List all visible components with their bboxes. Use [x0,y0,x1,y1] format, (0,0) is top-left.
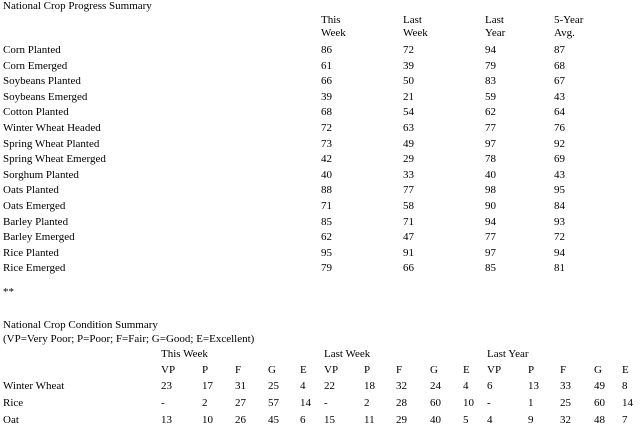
condition-value: 28 [396,397,407,409]
progress-value: 59 [485,90,496,103]
condition-value: 45 [268,414,279,426]
progress-value: 42 [321,153,332,166]
progress-value: 58 [403,200,414,212]
progress-value: 94 [485,44,496,56]
progress-value: 85 [321,215,332,228]
condition-value: - [161,397,165,409]
group-last-week: Last Week [324,348,371,360]
progress-value: 83 [485,75,496,88]
progress-value: 79 [485,59,496,72]
table-row [0,60,640,76]
progress-value: 94 [554,246,565,259]
progress-value: 67 [554,75,565,88]
condition-subheader: G [268,364,276,376]
condition-subheader: P [202,364,209,376]
progress-value: 94 [485,215,496,228]
progress-value: 90 [485,200,496,212]
condition-value: - [324,397,328,409]
condition-value: 5 [463,414,469,426]
condition-subheader: VP [324,364,339,376]
crop-name: Oats Planted [3,184,59,197]
progress-value: 39 [403,59,414,72]
condition-value: 4 [300,380,306,392]
crop-name: Spring Wheat Planted [3,137,100,150]
condition-value: 29 [396,414,407,426]
progress-value: 62 [485,106,496,119]
table-row [0,231,640,247]
progress-value: 49 [403,137,414,150]
condition-subheaders [0,364,640,378]
condition-value: 48 [594,414,605,426]
table-row [0,122,640,138]
progress-value: 77 [485,231,496,244]
condition-value: 60 [594,397,605,409]
progress-value: 91 [403,246,414,259]
condition-legend: (VP=Very Poor; P=Poor; F=Fair; G=Good; E=Excellent) [3,333,255,345]
condition-value: 27 [235,397,246,409]
table-row [0,247,640,263]
progress-value: 71 [403,215,414,228]
condition-value: 26 [235,414,246,426]
header-last-year: Last Year [485,14,506,39]
progress-value: 39 [321,90,332,103]
condition-value: 11 [364,414,375,426]
condition-value: 13 [528,380,539,392]
progress-value: 87 [554,44,565,56]
progress-value: 84 [554,200,565,212]
condition-subheader: F [396,364,403,376]
table-row [0,216,640,232]
progress-value: 72 [403,44,414,56]
progress-value: 73 [321,137,332,150]
progress-value: 29 [403,153,414,166]
progress-value: 81 [554,262,565,275]
table-row [0,397,640,413]
progress-value: 40 [485,168,496,181]
header-last-week: Last Week [403,14,428,39]
condition-subheader: VP [161,364,176,376]
crop-name: Barley Emerged [3,231,75,244]
header-5-year-avg: 5-Year Avg. [554,14,584,39]
condition-subheader: F [235,364,242,376]
progress-value: 21 [403,90,414,103]
progress-value: 69 [554,153,565,166]
crop-name: Cotton Planted [3,106,69,119]
condition-value: 13 [161,414,172,426]
condition-subheader: E [622,364,629,376]
crop-name: Corn Emerged [3,59,68,72]
progress-title: National Crop Progress Summary [3,0,152,12]
progress-value: 68 [554,59,565,72]
crop-name: Rice [3,397,24,409]
crop-name: Rice Emerged [3,262,66,275]
crop-name: Soybeans Planted [3,75,81,88]
progress-value: 88 [321,184,332,197]
table-row [0,262,640,278]
separator: ** [3,286,14,298]
progress-value: 66 [403,262,414,275]
table-row [0,169,640,185]
condition-value: 10 [463,397,474,409]
crop-name: Rice Planted [3,246,59,259]
progress-value: 85 [485,262,496,275]
progress-value: 54 [403,106,414,119]
condition-value: 25 [560,397,571,409]
condition-value: 32 [560,414,571,426]
table-row [0,200,640,216]
progress-value: 43 [554,90,565,103]
progress-value: 95 [554,184,565,197]
condition-value: - [487,397,491,409]
condition-subheader: P [528,364,535,376]
condition-value: 31 [235,380,246,392]
crop-name: Oat [3,414,19,426]
condition-value: 60 [430,397,441,409]
crop-name: Corn Planted [3,44,61,56]
condition-value: 25 [268,380,279,392]
progress-value: 62 [321,231,332,244]
condition-value: 14 [622,397,633,409]
progress-value: 76 [554,122,565,134]
table-row [0,153,640,169]
condition-value: 49 [594,380,605,392]
crop-name: Oats Emerged [3,200,66,212]
crop-name: Winter Wheat Headed [3,122,101,134]
condition-subheader: G [594,364,602,376]
table-row [0,106,640,122]
crop-name: Winter Wheat [3,380,65,392]
progress-value: 97 [485,137,496,150]
progress-value: 78 [485,153,496,166]
progress-value: 47 [403,231,414,244]
table-row [0,75,640,91]
condition-value: 2 [364,397,370,409]
progress-value: 43 [554,168,565,181]
condition-subheader: VP [487,364,502,376]
condition-subheader: P [364,364,371,376]
group-this-week: This Week [161,348,208,360]
condition-value: 57 [268,397,279,409]
progress-value: 77 [403,184,414,197]
condition-value: 24 [430,380,441,392]
crop-name: Spring Wheat Emerged [3,153,106,166]
condition-value: 9 [528,414,534,426]
condition-value: 10 [202,414,213,426]
progress-value: 93 [554,215,565,228]
progress-value: 68 [321,106,332,119]
progress-value: 64 [554,106,565,119]
progress-value: 63 [403,122,414,134]
table-row [0,91,640,107]
table-row [0,380,640,396]
crop-name: Barley Planted [3,215,69,228]
progress-value: 33 [403,168,414,181]
progress-value: 61 [321,59,332,72]
condition-value: 15 [324,414,335,426]
condition-value: 7 [622,414,628,426]
progress-value: 92 [554,137,565,150]
condition-value: 8 [622,380,628,392]
condition-value: 4 [463,380,469,392]
condition-value: 14 [300,397,311,409]
header-this-week: This Week [321,14,346,39]
condition-subheader: F [560,364,567,376]
progress-value: 77 [485,122,496,134]
crop-name: Soybeans Emerged [3,90,88,103]
progress-value: 79 [321,262,332,275]
condition-value: 4 [487,414,493,426]
progress-value: 72 [321,122,332,134]
progress-value: 86 [321,44,332,56]
table-row [0,414,640,430]
condition-value: 6 [487,380,493,392]
table-row [0,44,640,60]
condition-value: 17 [202,380,213,392]
progress-value: 95 [321,246,332,259]
group-last-year: Last Year [487,348,529,360]
progress-value: 98 [485,184,496,197]
condition-value: 6 [300,414,306,426]
condition-title: National Crop Condition Summary [3,319,158,331]
progress-value: 66 [321,75,332,88]
crop-name: Sorghum Planted [3,168,79,181]
condition-subheader: E [300,364,307,376]
condition-value: 22 [324,380,335,392]
progress-value: 50 [403,75,414,88]
progress-value: 97 [485,246,496,259]
condition-value: 23 [161,380,172,392]
condition-subheader: E [463,364,470,376]
condition-value: 32 [396,380,407,392]
table-row [0,138,640,154]
condition-value: 2 [202,397,208,409]
table-row [0,184,640,200]
condition-value: 18 [364,380,375,392]
progress-value: 40 [321,168,332,181]
condition-value: 40 [430,414,441,426]
condition-subheader: G [430,364,438,376]
progress-value: 72 [554,231,565,244]
progress-value: 71 [321,200,332,212]
condition-value: 1 [528,397,534,409]
condition-value: 33 [560,380,571,392]
